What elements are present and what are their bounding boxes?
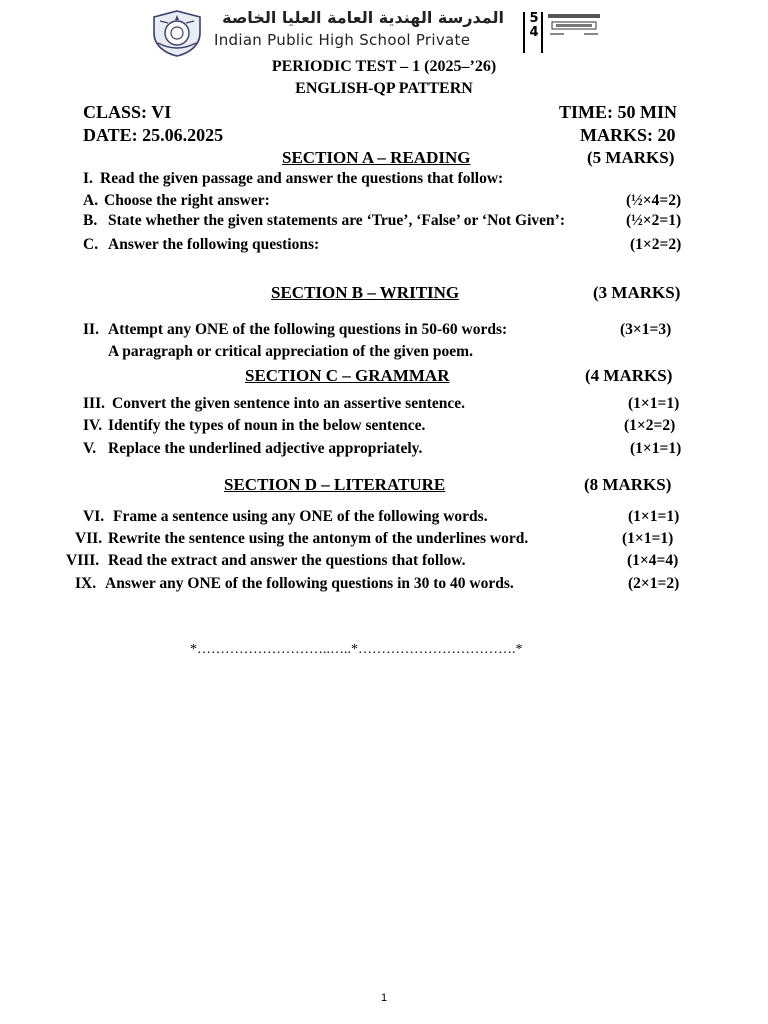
section-a-marks: (5 MARKS) — [587, 148, 675, 167]
question-label: C. — [83, 236, 99, 253]
section-c-marks: (4 MARKS) — [585, 366, 673, 385]
question-marks: (1×1=1) — [622, 530, 674, 547]
question-label: IX. — [75, 575, 97, 592]
question-marks: (½×4=2) — [626, 192, 682, 209]
question-text: Replace the underlined adjective appropriately. — [108, 440, 423, 457]
question-text: Choose the right answer: — [104, 192, 270, 209]
section-c-heading: SECTION C – GRAMMAR — [245, 366, 450, 385]
section-b-heading: SECTION B – WRITING — [271, 283, 460, 302]
question-label: III. — [83, 395, 105, 412]
marks-label: MARKS: 20 — [580, 125, 676, 145]
question-marks: (1×1=1) — [628, 508, 680, 525]
question-label: VI. — [83, 508, 105, 525]
question-text: Answer the following questions: — [108, 236, 320, 253]
question-marks: (1×2=2) — [630, 236, 682, 253]
section-d-heading: SECTION D – LITERATURE — [224, 475, 446, 494]
badge-divider — [541, 12, 543, 53]
date-label: DATE: 25.06.2025 — [83, 125, 224, 145]
question-text: State whether the given statements are ‘True’, ‘False’ or ‘Not Given’: — [108, 212, 565, 229]
school-name-arabic: المدرسة الهندية العامة العليا الخاصة — [222, 8, 504, 27]
question-text: Read the extract and answer the questions that follow. — [108, 552, 466, 569]
school-name-english: Indian Public High School Private — [214, 31, 471, 49]
section-d-marks: (8 MARKS) — [584, 475, 672, 494]
question-marks: (3×1=3) — [620, 321, 672, 338]
test-subtitle: ENGLISH-QP PATTERN — [295, 80, 473, 97]
class-label: CLASS: VI — [83, 102, 172, 122]
question-text: Frame a sentence using any ONE of the following words. — [113, 508, 488, 525]
question-marks: (½×2=1) — [626, 212, 682, 229]
question-marks: (1×4=4) — [627, 552, 679, 569]
question-label: I. — [83, 170, 93, 187]
question-subtext: A paragraph or critical appreciation of the given poem. — [108, 343, 473, 360]
section-a-heading: SECTION A – READING — [282, 148, 471, 167]
question-marks: (1×2=2) — [624, 417, 676, 434]
time-label: TIME: 50 MIN — [559, 102, 677, 122]
question-marks: (1×1=1) — [628, 395, 680, 412]
badge-divider — [523, 12, 525, 53]
section-b-marks: (3 MARKS) — [593, 283, 681, 302]
question-label: VII. — [75, 530, 103, 547]
year-of-community-emblem — [546, 13, 602, 41]
page-number: 1 — [380, 992, 388, 1004]
question-label: IV. — [83, 417, 103, 434]
end-divider: *………………………..…..*…………………………….* — [190, 642, 523, 657]
question-text: Attempt any ONE of the following questions in 50-60 words: — [108, 321, 508, 338]
question-label: II. — [83, 321, 99, 338]
school-crest-icon — [148, 9, 206, 57]
question-marks: (1×1=1) — [630, 440, 682, 457]
badge-number: 5 4 — [529, 11, 539, 40]
question-text: Convert the given sentence into an assertive sentence. — [112, 395, 465, 412]
question-label: A. — [83, 192, 99, 209]
question-text: Rewrite the sentence using the antonym of the underlines word. — [108, 530, 529, 547]
question-text: Read the given passage and answer the questions that follow: — [100, 170, 504, 187]
question-text: Answer any ONE of the following questions in 30 to 40 words. — [105, 575, 514, 592]
test-title: PERIODIC TEST – 1 (2025–’26) — [271, 58, 497, 75]
question-label: V. — [83, 440, 97, 457]
question-label: B. — [83, 212, 98, 229]
question-label: VIII. — [66, 552, 100, 569]
question-text: Identify the types of noun in the below sentence. — [108, 417, 426, 434]
question-marks: (2×1=2) — [628, 575, 680, 592]
